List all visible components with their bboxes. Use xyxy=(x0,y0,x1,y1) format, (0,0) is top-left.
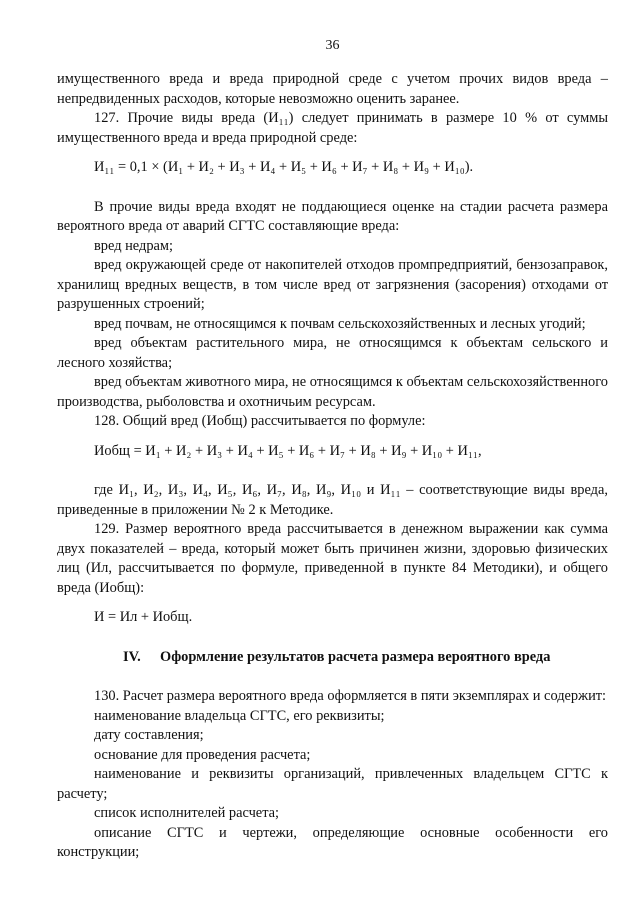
page-number: 36 xyxy=(325,38,340,53)
paragraph: вред окружающей среде от накопителей отходов промпредприятий, бензозаправок, хранилищ вредных веществ, в том числе вред от загрязнения (засорения) отходами от разрушенных строений; xyxy=(57,257,608,312)
formula: И₁₁ = 0,1 × (И₁ + И₂ + И₃ + И₄ + И₅ + И₆ + И₇ + И₈ + И₉ + И₁₀). xyxy=(94,159,474,175)
paragraph: вред недрам; xyxy=(94,237,174,254)
spacer xyxy=(57,178,608,198)
paragraph: 130. Расчет размера вероятного вреда оформляется в пяти экземплярах и содержит: xyxy=(94,688,607,704)
paragraph: имущественного вреда и вреда природной среде с учетом прочих видов вреда – непредвиденных расходов, которые невозможно оценить заранее. xyxy=(57,71,608,107)
spacer xyxy=(57,667,608,687)
spacer xyxy=(57,148,608,158)
paragraph: вред почвам, не относящимся к почвам сельскохозяйственных и лесных угодий; xyxy=(94,315,586,332)
paragraph: 128. Общий вред (Иобщ) рассчитывается по формуле: xyxy=(94,413,426,429)
spacer xyxy=(57,432,608,442)
section-title: Оформление результатов расчета размера вероятного вреда xyxy=(160,648,551,665)
paragraph: описание СГТС и чертежи, определяющие основные особенности его конструкции; xyxy=(57,824,608,860)
paragraph: дату составления; xyxy=(94,727,204,743)
paragraph: вред объектам растительного мира, не относящимся к объектам сельского и лесного хозяйства; xyxy=(57,335,608,371)
paragraph: 129. Размер вероятного вреда рассчитывается в денежном выражении как сумма двух показателей – вреда, который может быть причинен жизни, здоровью физических лиц (Ил, рассчитывается по формуле, приведенной в пункте 84 Методики), и общего вреда (Иобщ): xyxy=(57,521,608,596)
section-heading xyxy=(57,648,608,668)
section-number: IV. xyxy=(123,648,141,665)
paragraph: список исполнителей расчета; xyxy=(94,805,280,821)
paragraph: наименование и реквизиты организаций, привлеченных владельцем СГТС к расчету; xyxy=(57,766,608,802)
spacer xyxy=(57,628,608,648)
paragraph: где И₁, И₂, И₃, И₄, И₅, И₆, И₇, И₈, И₉, И₁₀ и И₁₁ – соответствующие виды вреда, приведенные в приложении № 2 к Методике. xyxy=(57,482,608,518)
paragraph: вред объектам животного мира, не относящимся к объектам сельскохозяйственного производства, рыболовства и охотничьим ресурсам. xyxy=(57,374,608,410)
formula: Иобщ = И₁ + И₂ + И₃ + И₄ + И₅ + И₆ + И₇ + И₈ + И₉ + И₁₀ + И₁₁, xyxy=(94,442,482,459)
spacer xyxy=(57,461,608,481)
paragraph: основание для проведения расчета; xyxy=(94,746,311,763)
paragraph: В прочие виды вреда входят не поддающиеся оценке на стадии расчета размера вероятного вреда от аварий СГТС составляющие вреда: xyxy=(57,198,608,234)
formula: И = Ил + Иобщ. xyxy=(94,609,193,625)
spacer xyxy=(57,598,608,608)
paragraph: 127. Прочие виды вреда (И₁₁) следует принимать в размере 10 % от суммы имущественного вреда и вреда природной среде: xyxy=(57,110,608,146)
document-body xyxy=(57,70,608,863)
paragraph: наименование владельца СГТС, его реквизиты; xyxy=(94,707,385,724)
